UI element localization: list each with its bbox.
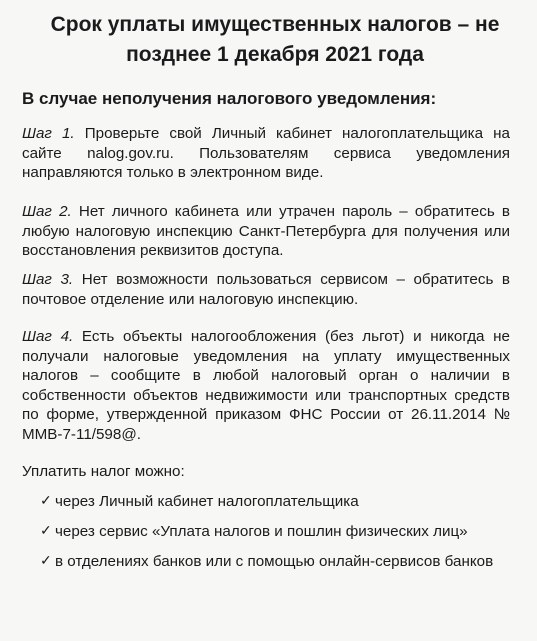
step-3 (22, 270, 510, 309)
step-4 (22, 327, 510, 444)
check-icon: ✓ (40, 522, 52, 538)
check-icon: ✓ (40, 552, 52, 568)
step-3-text: Нет возможности пользоваться сервисом – обратитесь в почтовое отделение или налоговую инспекцию. (22, 271, 510, 308)
pay-option-1-text: через Личный кабинет налогоплательщика (55, 493, 359, 510)
pay-option-3-text: в отделениях банков или с помощью онлайн-сервисов банков (55, 553, 494, 570)
pay-option-1 (40, 492, 510, 512)
page-title: Срок уплаты имущественных налогов – не позднее 1 декабря 2021 года (50, 13, 500, 66)
pay-option-2-text: через сервис «Уплата налогов и пошлин физических лиц» (55, 523, 468, 540)
step-4-text: Есть объекты налогообложения (без льгот) и никогда не получали налоговые уведомления на уплату имущественных налогов – сообщите в любой налоговый орган о наличии в собственности объектов недвижимости или транспортных средств по форме, утвержденной приказом ФНС России от 26.11.2014 № ММВ-7-11/598@. (22, 328, 510, 443)
step-1 (22, 124, 510, 183)
section-subtitle: В случае неполучения налогового уведомления: (22, 89, 437, 108)
pay-option-3 (40, 552, 510, 572)
pay-option-2 (40, 522, 510, 542)
step-4-label: Шаг 4. (22, 328, 74, 345)
check-icon: ✓ (40, 492, 52, 508)
pay-heading: Уплатить налог можно: (22, 463, 185, 480)
step-1-text: Проверьте свой Личный кабинет налогоплательщика на сайте nalog.gov.ru. Пользователям сервиса уведомления направляются только в электронном виде. (22, 125, 510, 181)
step-2-label: Шаг 2. (22, 203, 72, 220)
step-1-label: Шаг 1. (22, 125, 75, 142)
step-3-label: Шаг 3. (22, 271, 74, 288)
step-2-text: Нет личного кабинета или утрачен пароль – обратитесь в любую налоговую инспекцию Санкт-Петербурга для получения или восстановления реквизитов доступа. (22, 203, 510, 259)
step-2 (22, 202, 510, 261)
